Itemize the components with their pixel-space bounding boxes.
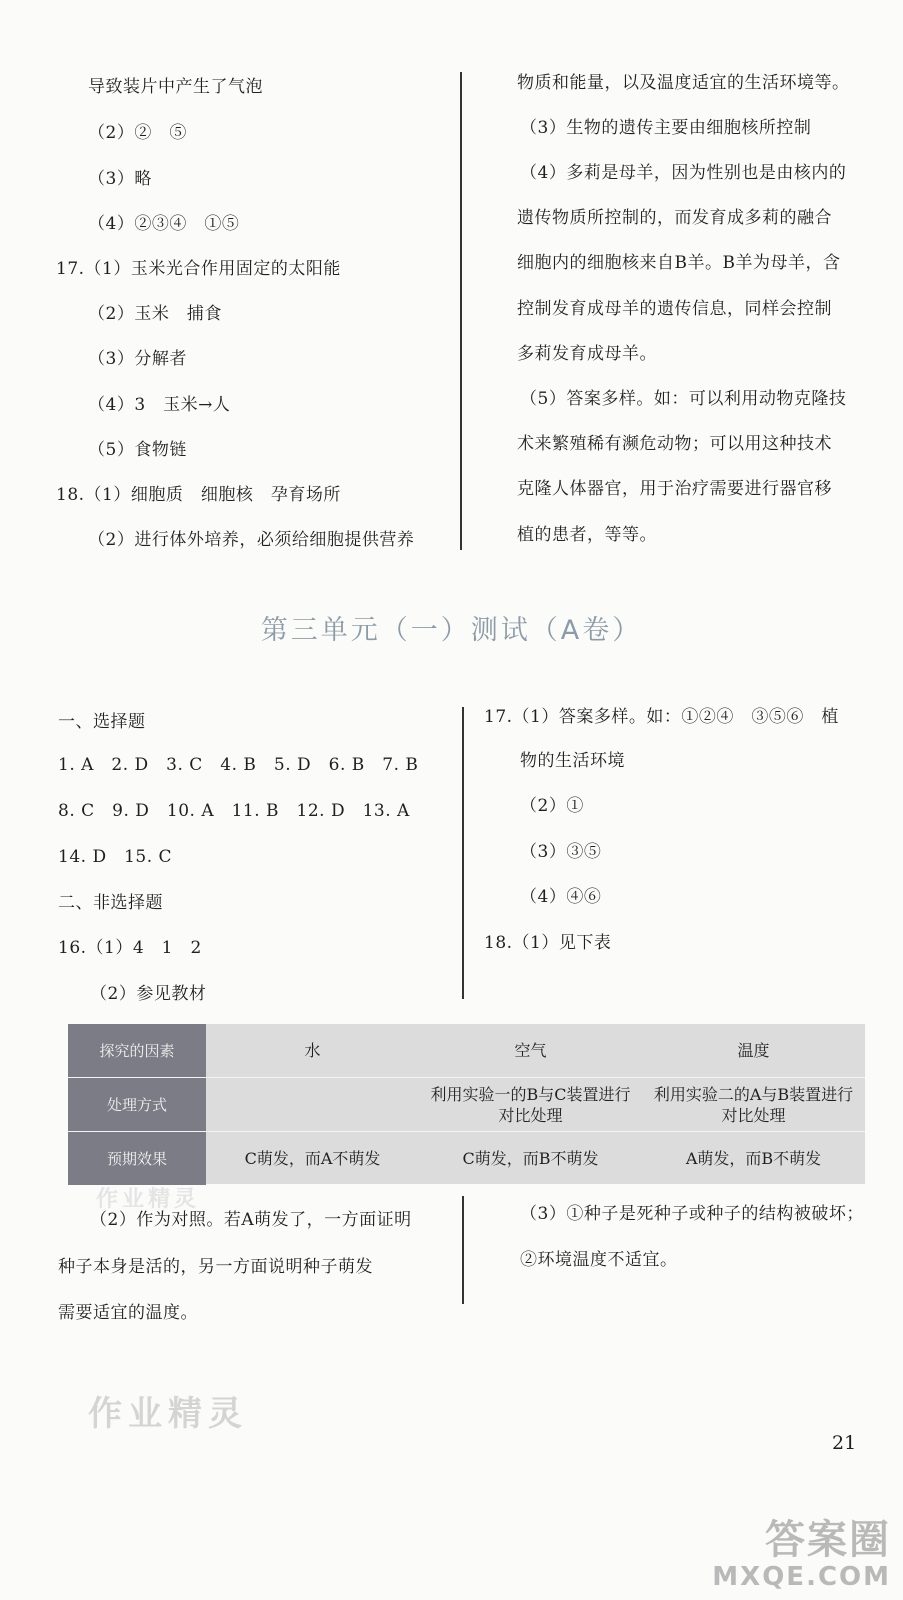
text-line: （4）多莉是母羊，因为性别也是由核内的 <box>520 163 847 183</box>
table-row <box>68 1024 865 1077</box>
text-line: 种子本身是活的，另一方面说明种子萌发 <box>58 1257 373 1277</box>
text-line: 二、非选择题 <box>58 893 163 913</box>
page-number: 21 <box>832 1432 857 1454</box>
table-row <box>68 1078 865 1131</box>
table-cell: 利用实验一的B与C装置进行对比处理 <box>430 1084 631 1125</box>
text-line: 克隆人体器官，用于治疗需要进行器官移 <box>517 479 832 499</box>
table-cell: 利用实验二的A与B装置进行对比处理 <box>653 1084 854 1125</box>
table-cell <box>206 1078 419 1131</box>
text-line: 17.（1）答案多样。如：①②④ ③⑤⑥ 植 <box>484 707 839 727</box>
text-line: （5）答案多样。如：可以利用动物克隆技 <box>520 389 847 409</box>
text-line: （4）④⑥ <box>520 887 602 907</box>
text-line: （2）① <box>520 796 584 816</box>
table-cell: A萌发，而B不萌发 <box>685 1149 822 1168</box>
text-line: 8. C 9. D 10. A 11. B 12. D 13. A <box>58 801 410 821</box>
text-line: 14. D 15. C <box>58 847 173 867</box>
text-line: （2）② ⑤ <box>88 123 187 143</box>
text-line: 遗传物质所控制的，而发育成多莉的融合 <box>517 208 832 228</box>
experiment-table <box>68 1024 865 1184</box>
text-line: （5）食物链 <box>88 440 187 460</box>
text-line: （3）③⑤ <box>520 842 602 862</box>
text-line: 物的生活环境 <box>520 751 625 771</box>
column-header: 水 <box>304 1041 321 1060</box>
text-line: 17.（1）玉米光合作用固定的太阳能 <box>56 259 341 279</box>
section-title: 第三单元（一）测试（A卷） <box>260 615 643 646</box>
table-cell: C萌发，而A不萌发 <box>244 1149 381 1168</box>
text-line: 术来繁殖稀有濒危动物；可以用这种技术 <box>517 434 832 454</box>
text-line: 一、选择题 <box>58 712 146 732</box>
table-cell: C萌发，而B不萌发 <box>462 1149 599 1168</box>
text-line: 1. A 2. D 3. C 4. B 5. D 6. B 7. B <box>58 755 419 775</box>
text-line: 控制发育成母羊的遗传信息，同样会控制 <box>517 299 832 319</box>
text-line: （2）作为对照。若A萌发了，一方面证明 <box>90 1210 412 1230</box>
text-line: （4）②③④ ①⑤ <box>88 214 240 234</box>
row-header: 探究的因素 <box>68 1024 206 1077</box>
text-line: 细胞内的细胞核来自B羊。B羊为母羊，含 <box>517 253 841 273</box>
text-line: 多莉发育成母羊。 <box>517 344 657 364</box>
row-header: 预期效果 <box>68 1132 206 1185</box>
text-line: 需要适宜的温度。 <box>58 1303 198 1323</box>
text-line: （3）略 <box>88 169 152 189</box>
text-line: （3）①种子是死种子或种子的结构被破坏； <box>520 1204 864 1224</box>
column-divider <box>460 72 462 550</box>
watermark: 作业精灵 <box>88 1394 248 1434</box>
text-line: （3）分解者 <box>88 349 187 369</box>
table-row <box>68 1132 865 1185</box>
text-line: 植的患者，等等。 <box>517 525 657 545</box>
column-divider <box>462 1196 464 1304</box>
text-line: （2）参见教材 <box>90 984 207 1004</box>
text-line: 18.（1）细胞质 细胞核 孕育场所 <box>56 485 341 505</box>
column-divider <box>462 707 464 999</box>
site-logo <box>712 1518 891 1592</box>
logo-text: 答案圈 <box>765 1517 891 1563</box>
text-line: （4）3 玉米→人 <box>88 395 231 415</box>
text-line: 16.（1）4 1 2 <box>58 938 202 958</box>
text-line: （2）进行体外培养，必须给细胞提供营养 <box>88 530 415 550</box>
text-line: 导致装片中产生了气泡 <box>88 77 263 97</box>
watermark: 作业精灵 <box>96 1187 201 1212</box>
row-header: 处理方式 <box>68 1078 206 1131</box>
text-line: （2）玉米 捕食 <box>88 304 222 324</box>
text-line: （3）生物的遗传主要由细胞核所控制 <box>520 118 812 138</box>
logo-url: MXQE.COM <box>712 1562 891 1592</box>
column-header: 温度 <box>737 1041 770 1060</box>
text-line: 18.（1）见下表 <box>484 933 612 953</box>
column-header: 空气 <box>514 1041 547 1060</box>
text-line: 物质和能量，以及温度适宜的生活环境等。 <box>517 73 850 93</box>
text-line: ②环境温度不适宜。 <box>520 1250 678 1270</box>
